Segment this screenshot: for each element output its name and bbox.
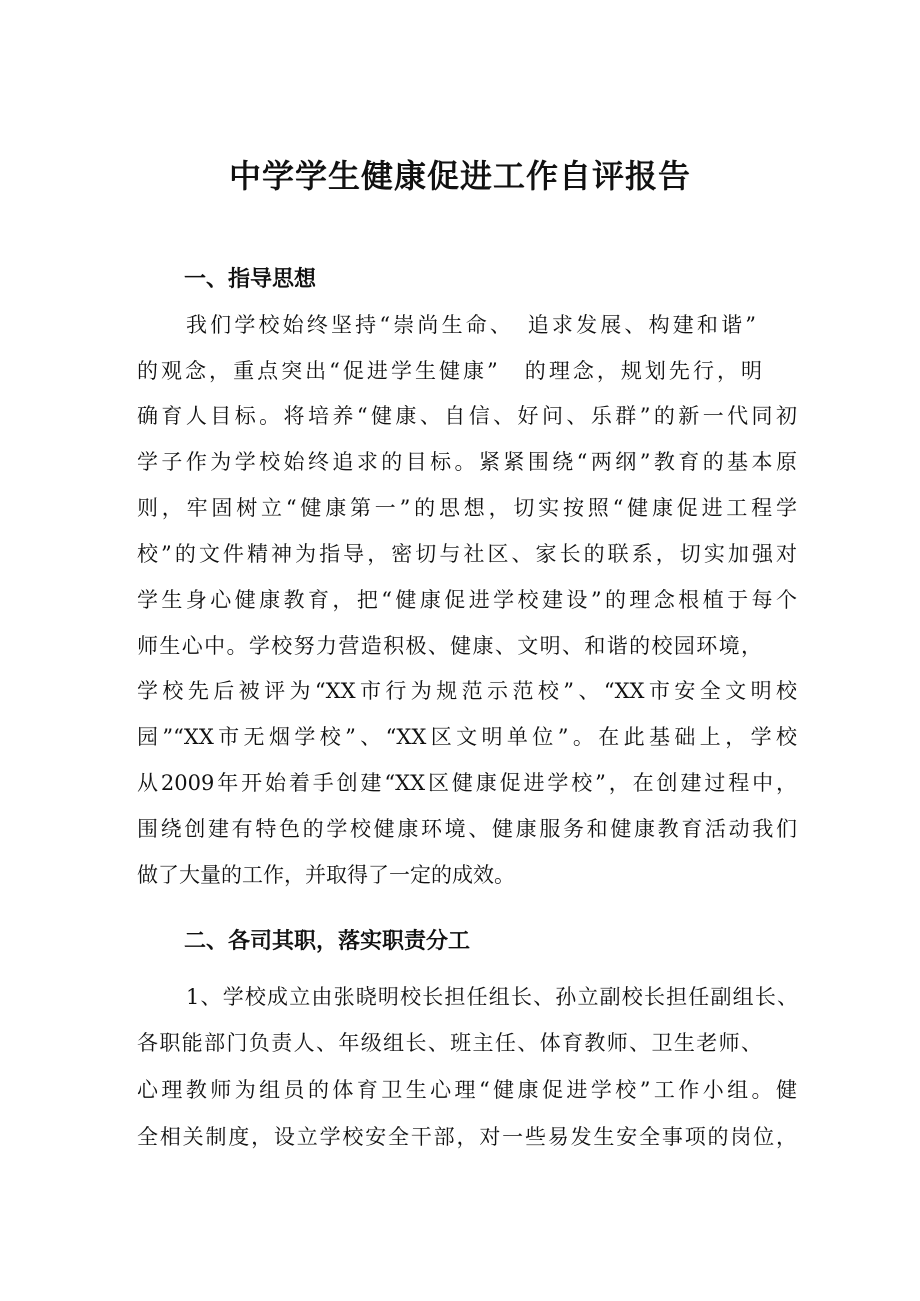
- paragraph-line: 确育人目标。将培养“健康、自信、好问、乐群”的新一代同初: [137, 404, 797, 428]
- paragraph-line: 从2009年开始着手创建“XX区健康促进学校”，在创建过程中，: [137, 771, 797, 795]
- paragraph-line: 师生心中。学校努力营造积极、健康、文明、和谐的校园环境，: [137, 634, 762, 658]
- paragraph-line: 做了大量的工作，并取得了一定的成效。: [137, 863, 515, 887]
- paragraph-line: 园”“XX市无烟学校”、“XX区文明单位”。在此基础上，学校: [137, 725, 797, 749]
- paragraph-line: 1、学校成立由张晓明校长担任组长、孙立副校长担任副组长、: [186, 985, 798, 1009]
- document-title: 中学学生健康促进工作自评报告: [228, 157, 691, 195]
- section-heading-responsibilities: 二、各司其职，落实职责分工: [184, 929, 471, 954]
- paragraph-line: 各职能部门负责人、年级组长、班主任、体育教师、卫生老师、: [137, 1031, 762, 1055]
- section-heading-guiding-ideology: 一、指导思想: [184, 267, 317, 292]
- paragraph-line: 心理教师为组员的体育卫生心理“健康促进学校”工作小组。健: [137, 1078, 797, 1102]
- paragraph-line: 学生身心健康教育，把“健康促进学校建设”的理念根植于每个: [137, 588, 797, 612]
- paragraph-line: 全相关制度，设立学校安全干部，对一些易发生安全事项的岗位，: [137, 1125, 797, 1149]
- paragraph-line: 校”的文件精神为指导，密切与社区、家长的联系，切实加强对: [137, 542, 797, 566]
- paragraph-line: 学子作为学校始终追求的目标。紧紧围绕“两纲”教育的基本原: [137, 450, 797, 474]
- paragraph-line: 则，牢固树立“健康第一”的思想，切实按照“健康促进工程学: [137, 496, 797, 520]
- paragraph-line: 学校先后被评为“XX市行为规范示范校”、“XX市安全文明校: [137, 679, 797, 703]
- paragraph-line: 围绕创建有特色的学校健康环境、健康服务和健康教育活动我们: [137, 817, 797, 841]
- paragraph-line: 我们学校始终坚持“崇尚生命、 追求发展、构建和谐”: [186, 313, 756, 337]
- paragraph-line: 的观念，重点突出“促进学生健康” 的理念，规划先行，明: [137, 359, 762, 383]
